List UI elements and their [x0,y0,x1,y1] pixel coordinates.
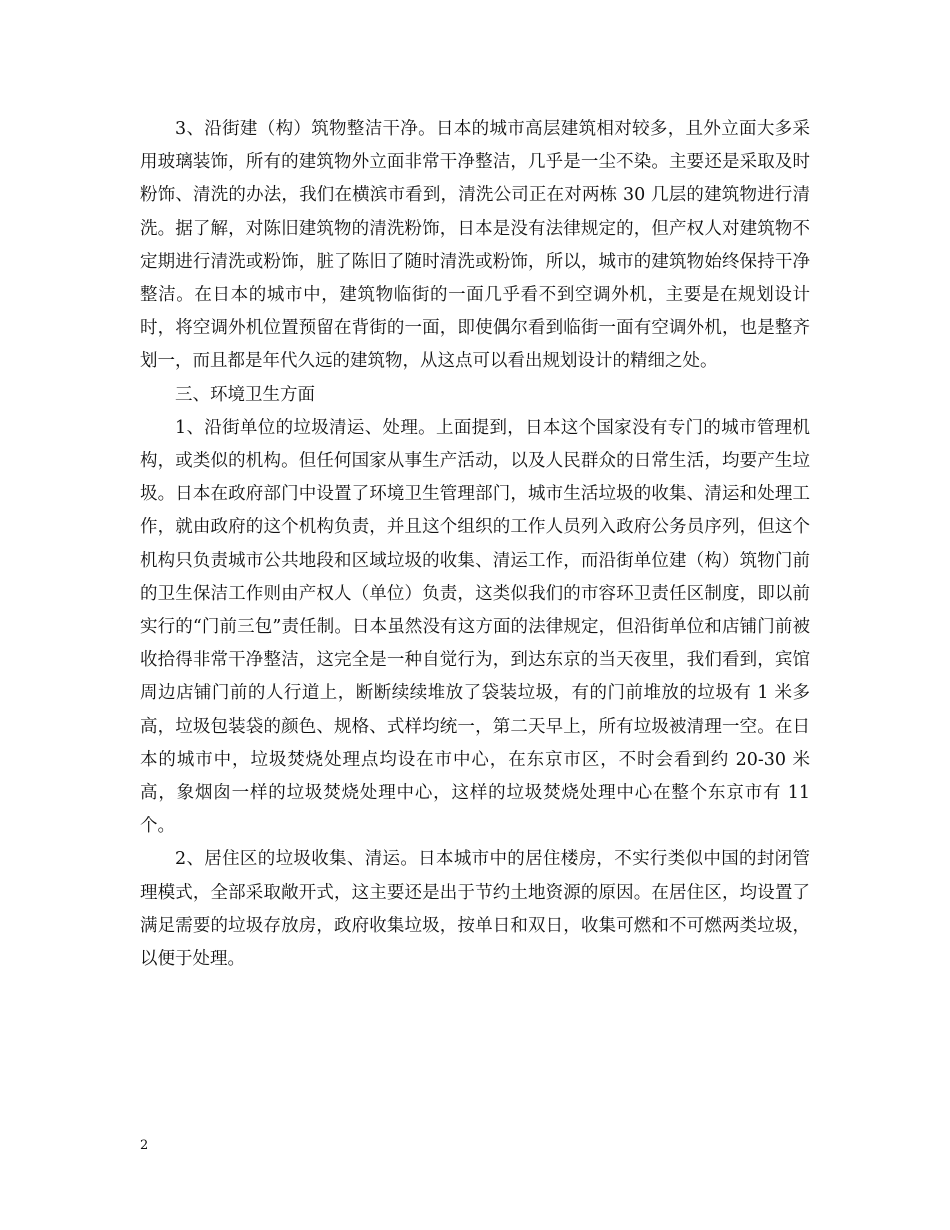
paragraph-residential-garbage-collection: 2、居住区的垃圾收集、清运。日本城市中的居住楼房，不实行类似中国的封闭管理模式，全部采取敞开式，这主要还是出于节约土地资源的原因。在居住区，均设置了满足需要的垃圾存放房，政府收集垃圾，按单日和双日，收集可燃和不可燃两类垃圾，以便于处理。 [140,849,810,970]
paragraph-street-garbage-disposal: 1、沿街单位的垃圾清运、处理。上面提到，日本这个国家没有专门的城市管理机构，或类似的机构。但任何国家从事生产活动，以及人民群众的日常生活，均要产生垃圾。日本在政府部门中设置了环境卫生管理部门，城市生活垃圾的收集、清运和处理工作，就由政府的这个机构负责，并且这个组织的工作人员列入政府公务员序列，但这个机构只负责城市公共地段和区域垃圾的收集、清运工作，而沿街单位建（构）筑物门前的卫生保洁工作则由产权人（单位）负责，这类似我们的市容环卫责任区制度，即以前实行的“门前三包”责任制。日本虽然没有这方面的法律规定，但沿街单位和店铺门前被收拾得非常干净整洁，这完全是一种自觉行为，到达东京的当天夜里，我们看到，宾馆周边店铺门前的人行道上，断断续续堆放了袋装垃圾，有的门前堆放的垃圾有 1 米多高，垃圾包装袋的颜色、规格、式样均统一，第二天早上，所有垃圾被清理一空。在日本的城市中，垃圾焚烧处理点均设在市中心，在东京市区，不时会看到约 20-30 米高，象烟囱一样的垃圾焚烧处理中心，这样的垃圾焚烧处理中心在整个东京市有 11 个。 [140,417,810,837]
document-body [140,113,810,976]
section-heading-environmental-sanitation: 三、环境卫生方面 [175,384,315,405]
page-number: 2 [140,1138,149,1153]
paragraph-building-cleanliness: 3、沿街建（构）筑物整洁干净。日本的城市高层建筑相对较多，且外立面大多采用玻璃装饰，所有的建筑物外立面非常干净整洁，几乎是一尘不染。主要还是采取及时粉饰、清洗的办法，我们在横滨市看到，清洗公司正在对两栋 30 几层的建筑物进行清洗。据了解，对陈旧建筑物的清洗粉饰，日本是没有法律规定的，但产权人对建筑物不定期进行清洗或粉饰，脏了陈旧了随时清洗或粉饰，所以，城市的建筑物始终保持干净整洁。在日本的城市中，建筑物临街的一面几乎看不到空调外机，主要是在规划设计时，将空调外机位置预留在背街的一面，即使偶尔看到临街一面有空调外机，也是整齐划一，而且都是年代久远的建筑物，从这点可以看出规划设计的精细之处。 [140,119,810,372]
